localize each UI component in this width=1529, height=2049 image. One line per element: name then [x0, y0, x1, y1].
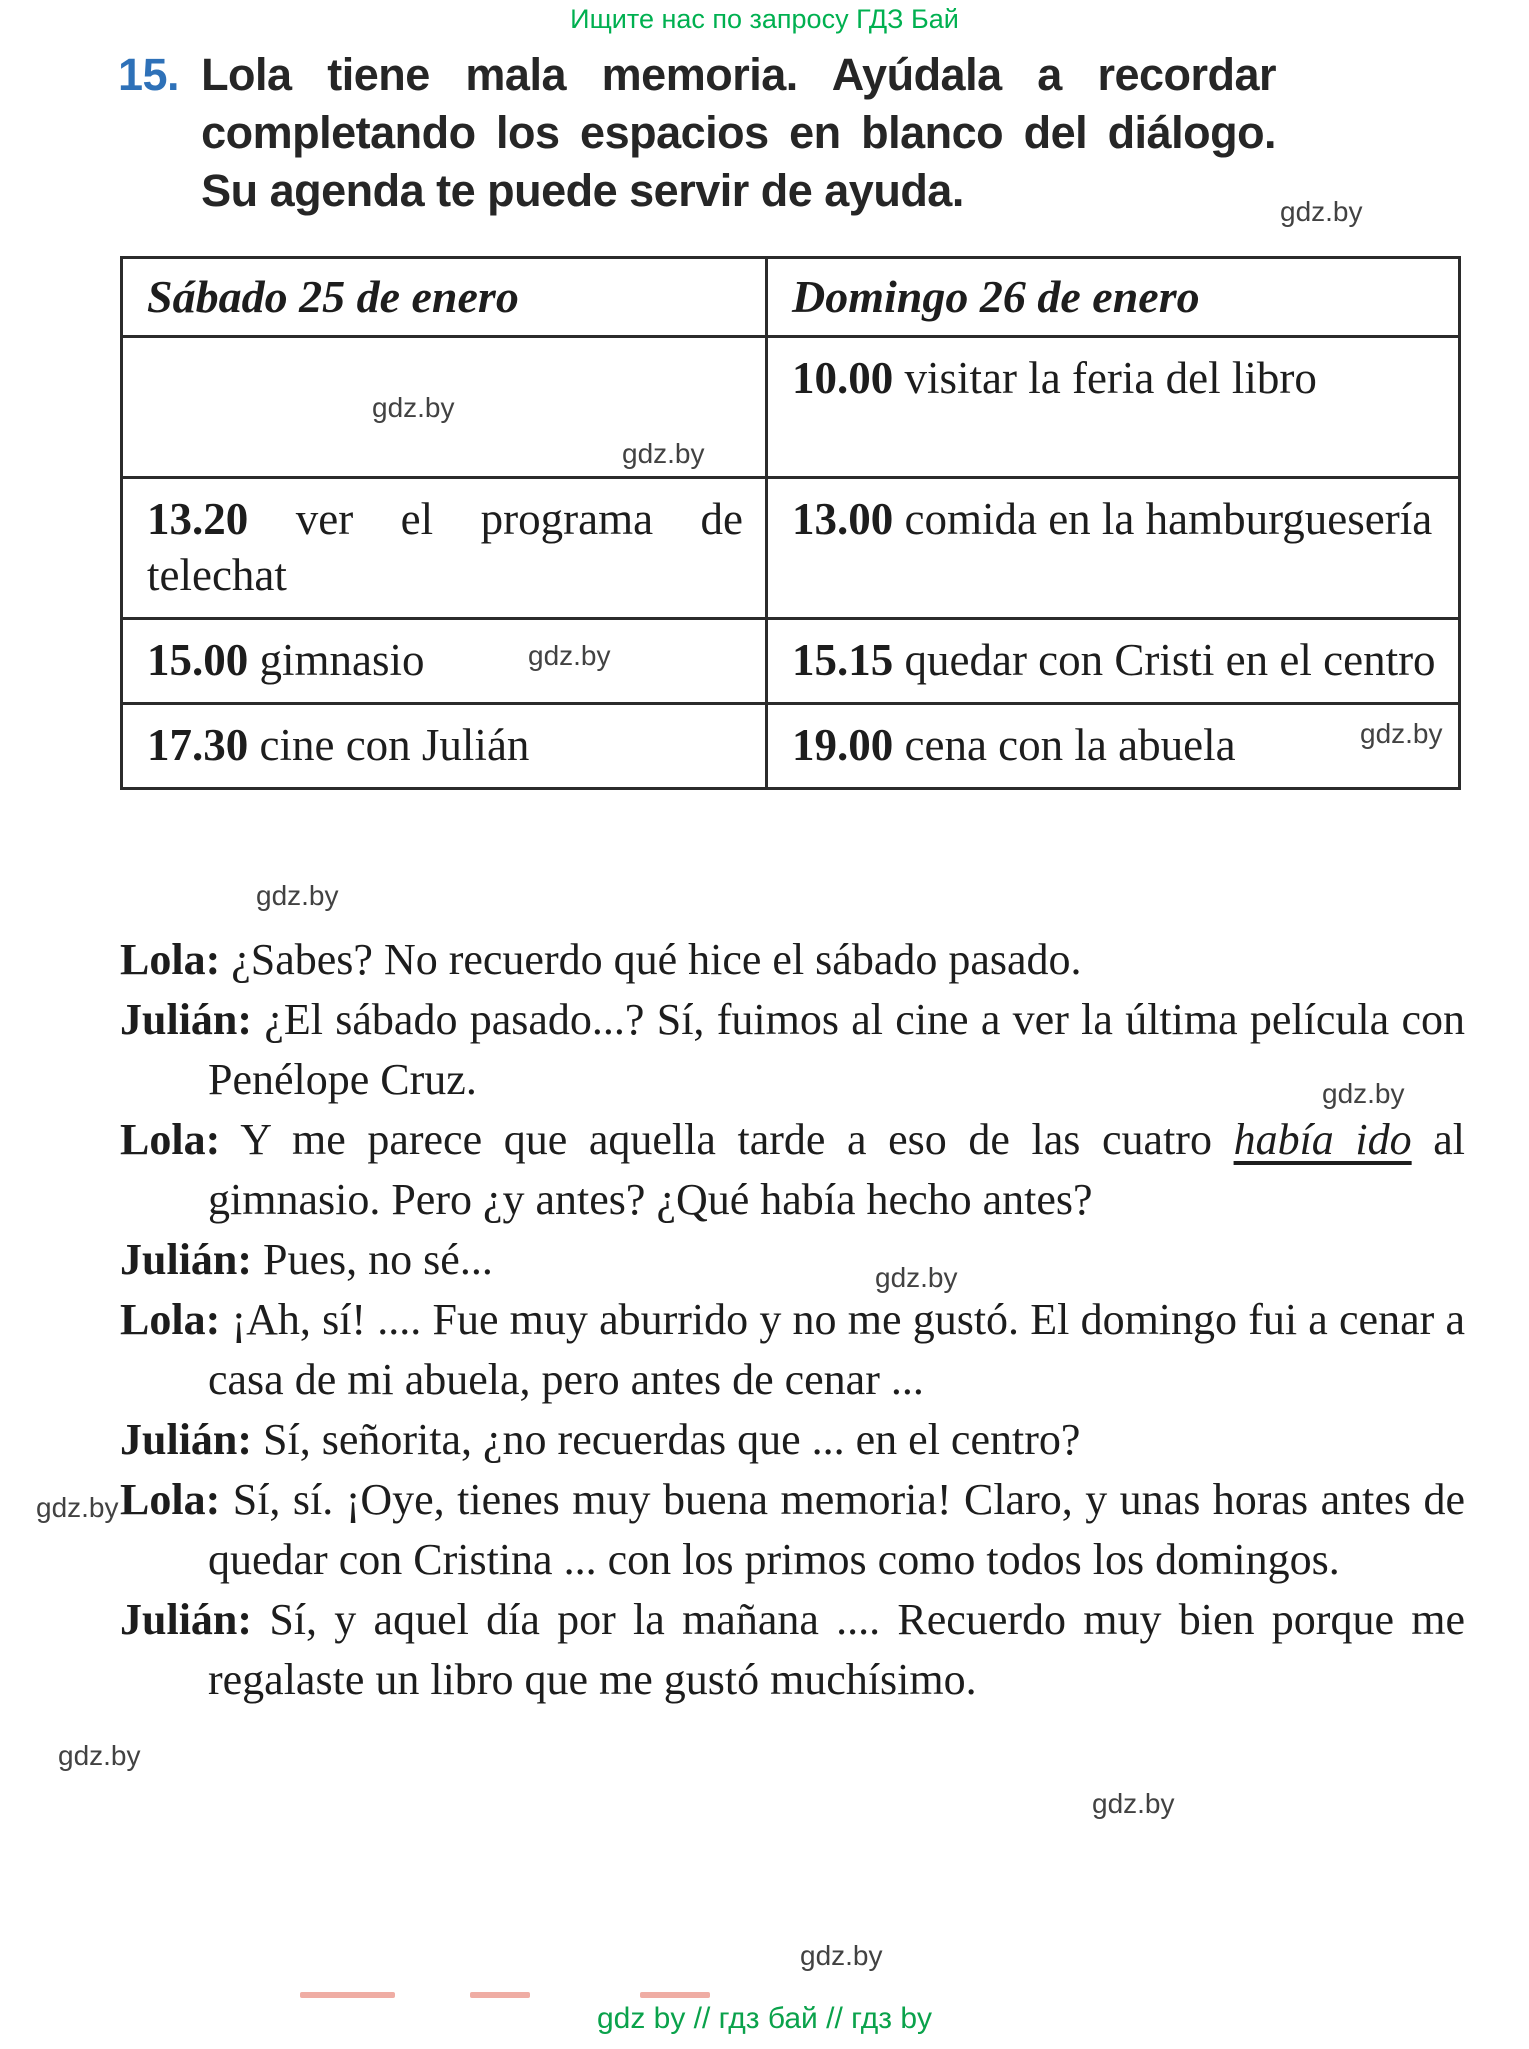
agenda-time: 17.30 [147, 720, 249, 770]
dialogue-text: Y me parece que aquella tarde a eso de las cuatro [240, 1115, 1234, 1164]
underlined-answer: había ido [1233, 1115, 1412, 1164]
watermark-gdz: gdz.by [36, 1492, 119, 1523]
top-search-banner: Ищите нас по запросу ГДЗ Бай [570, 4, 959, 34]
speaker-name: Lola: [120, 1475, 221, 1524]
dialogue-line-lola-4 [120, 1470, 1465, 1590]
watermark-gdz: gdz.by [875, 1262, 958, 1293]
dialogue-text: Sí, señorita, ¿no recuerdas que ... en el centro? [263, 1415, 1081, 1464]
dialogue-block [120, 930, 1465, 1710]
speaker-name: Julián: [120, 1235, 253, 1284]
agenda-header-row [122, 258, 1460, 337]
agenda-time: 13.20 [147, 494, 249, 544]
speaker-name: Julián: [120, 1415, 253, 1464]
agenda-cell-sun-1000 [767, 337, 1460, 478]
agenda-header-saturday: Sábado 25 de enero [122, 258, 767, 337]
watermark-gdz: gdz.by [528, 640, 611, 671]
speaker-name: Julián: [120, 995, 253, 1044]
watermark-gdz: gdz.by [1092, 1788, 1175, 1819]
agenda-time: 13.00 [792, 494, 894, 544]
red-underline-mark [470, 1992, 530, 1998]
dialogue-line-lola-3 [120, 1290, 1465, 1410]
speaker-name: Julián: [120, 1595, 253, 1644]
agenda-row-2 [122, 478, 1460, 619]
watermark-gdz: gdz.by [256, 880, 339, 911]
agenda-time: 19.00 [792, 720, 894, 770]
speaker-name: Lola: [120, 1115, 221, 1164]
exercise-heading [118, 46, 1288, 220]
agenda-activity: cine con Julián [259, 720, 530, 770]
agenda-activity: comida en la hamburguesería [904, 494, 1433, 544]
agenda-activity: quedar con Cristi en el centro [904, 635, 1436, 685]
speaker-name: Lola: [120, 935, 221, 984]
agenda-row-1 [122, 337, 1460, 478]
watermark-gdz: gdz.by [622, 438, 705, 469]
red-underline-mark [300, 1992, 395, 1998]
dialogue-line-lola-2 [120, 1110, 1465, 1230]
dialogue-text: Pues, no sé... [263, 1235, 493, 1284]
agenda-table [120, 256, 1461, 790]
dialogue-line-lola-1 [120, 930, 1465, 990]
agenda-row-3 [122, 619, 1460, 704]
watermark-gdz: gdz.by [1360, 718, 1443, 749]
dialogue-line-julian-2 [120, 1230, 1465, 1290]
dialogue-line-julian-3 [120, 1410, 1465, 1470]
dialogue-text: ¿El sábado pasado...? Sí, fuimos al cine a ver la última película con Penélope Cruz. [208, 995, 1465, 1104]
watermark-gdz: gdz.by [372, 392, 455, 423]
dialogue-text: ¿Sabes? No recuerdo qué hice el sábado pasado. [231, 935, 1082, 984]
watermark-gdz: gdz.by [1280, 196, 1363, 227]
watermark-gdz: gdz.by [1322, 1078, 1405, 1109]
agenda-cell-sun-1900 [767, 704, 1460, 789]
exercise-number: 15. [118, 49, 180, 100]
watermark-gdz: gdz.by [58, 1740, 141, 1771]
red-underline-mark [640, 1992, 710, 1998]
dialogue-text: Sí, y aquel día por la mañana .... Recuerdo muy bien porque me regalaste un libro que me gustó muchísimo. [208, 1595, 1466, 1704]
bottom-site-banner: gdz by // гдз бай // гдз by [596, 2002, 933, 2035]
dialogue-text: ¡Ah, sí! .... Fue muy aburrido y no me gustó. El domingo fui a cenar a casa de mi abuela, pero antes de cenar ... [208, 1295, 1465, 1404]
agenda-header-sunday: Domingo 26 de enero [767, 258, 1460, 337]
agenda-time: 15.00 [147, 635, 249, 685]
speaker-name: Lola: [120, 1295, 221, 1344]
agenda-cell-sun-1515 [767, 619, 1460, 704]
agenda-time: 10.00 [792, 353, 894, 403]
agenda-activity: visitar la feria del libro [904, 353, 1317, 403]
agenda-cell-sun-1300 [767, 478, 1460, 619]
agenda-cell-sat-1320 [122, 478, 767, 619]
exercise-instruction: Lola tiene mala memoria. Ayúdala a recordar completando los espacios en blanco del diálogo. Su agenda te puede servir de ayuda. [201, 49, 1277, 216]
agenda-activity: cena con la abuela [904, 720, 1236, 770]
watermark-gdz: gdz.by [800, 1940, 883, 1971]
agenda-activity: gimnasio [259, 635, 425, 685]
agenda-cell-sat-1500 [122, 619, 767, 704]
dialogue-line-julian-4 [120, 1590, 1465, 1710]
dialogue-text: Sí, sí. ¡Oye, tienes muy buena memoria! Claro, y unas horas antes de quedar con Cristina ... con los primos como todos los domingos. [208, 1475, 1465, 1584]
agenda-activity: ver el programa de telechat [147, 494, 744, 600]
agenda-row-4 [122, 704, 1460, 789]
dialogue-text: al gimnasio. Pero ¿y antes? ¿Qué había hecho antes? [208, 1115, 1465, 1224]
agenda-cell-sat-1730 [122, 704, 767, 789]
agenda-time: 15.15 [792, 635, 894, 685]
dialogue-line-julian-1 [120, 990, 1465, 1110]
